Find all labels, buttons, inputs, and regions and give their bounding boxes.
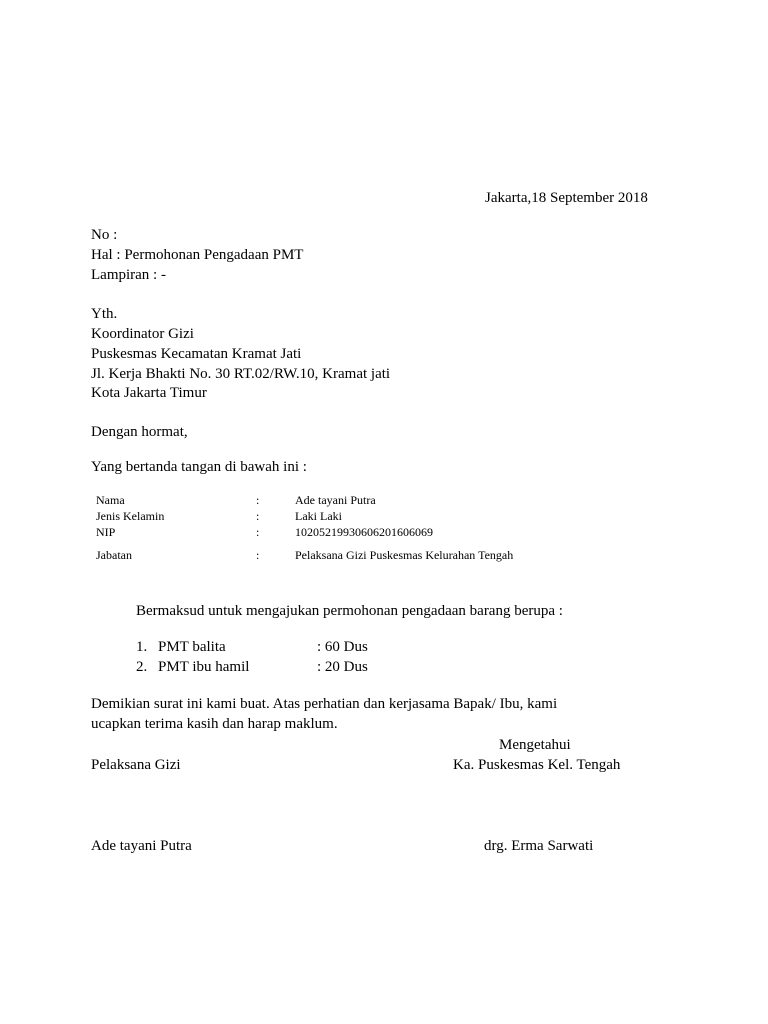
identity-value: Laki Laki bbox=[295, 509, 342, 523]
letter-date: Jakarta,18 September 2018 bbox=[485, 190, 648, 206]
recipient-line: Jl. Kerja Bhakti No. 30 RT.02/RW.10, Kramat jati bbox=[91, 366, 391, 382]
item-quantity: : 60 Dus bbox=[317, 639, 368, 655]
recipient-line: Puskesmas Kecamatan Kramat Jati bbox=[91, 346, 302, 362]
recipient-line: Koordinator Gizi bbox=[91, 326, 194, 342]
letter-attachment: Lampiran : - bbox=[91, 267, 166, 283]
identity-value: Ade tayani Putra bbox=[295, 493, 376, 507]
identity-separator: : bbox=[256, 548, 260, 562]
identity-label: Nama bbox=[96, 493, 125, 507]
right-signatory-title: Ka. Puskesmas Kel. Tengah bbox=[453, 757, 621, 773]
acknowledged-label: Mengetahui bbox=[499, 737, 571, 753]
item-name: PMT balita bbox=[158, 639, 226, 655]
item-number: 2. bbox=[136, 659, 148, 675]
recipient-line: Kota Jakarta Timur bbox=[91, 385, 207, 401]
identity-separator: : bbox=[256, 493, 260, 507]
closing-line: Demikian surat ini kami buat. Atas perhatian dan kerjasama Bapak/ Ibu, kami bbox=[91, 696, 558, 712]
identity-label: Jabatan bbox=[96, 548, 132, 562]
letter-subject: Hal : Permohonan Pengadaan PMT bbox=[91, 247, 304, 263]
intro-text: Yang bertanda tangan di bawah ini : bbox=[91, 459, 307, 475]
identity-separator: : bbox=[256, 525, 260, 539]
right-signatory-name: drg. Erma Sarwati bbox=[484, 838, 594, 854]
left-signatory-title: Pelaksana Gizi bbox=[91, 757, 181, 773]
closing-line: ucapkan terima kasih dan harap maklum. bbox=[91, 716, 338, 732]
letter-number: No : bbox=[91, 227, 118, 243]
identity-value: Pelaksana Gizi Puskesmas Kelurahan Tengah bbox=[295, 548, 514, 562]
left-signatory-name: Ade tayani Putra bbox=[91, 838, 192, 854]
identity-label: NIP bbox=[96, 525, 116, 539]
item-name: PMT ibu hamil bbox=[158, 659, 250, 675]
greeting: Dengan hormat, bbox=[91, 424, 188, 440]
identity-value: 102052199306062016060​69 bbox=[295, 525, 433, 539]
identity-label: Jenis Kelamin bbox=[96, 509, 165, 523]
identity-separator: : bbox=[256, 509, 260, 523]
item-quantity: : 20 Dus bbox=[317, 659, 368, 675]
item-number: 1. bbox=[136, 639, 148, 655]
recipient-line: Yth. bbox=[91, 306, 118, 322]
purpose-text: Bermaksud untuk mengajukan permohonan pengadaan barang berupa : bbox=[136, 603, 563, 619]
